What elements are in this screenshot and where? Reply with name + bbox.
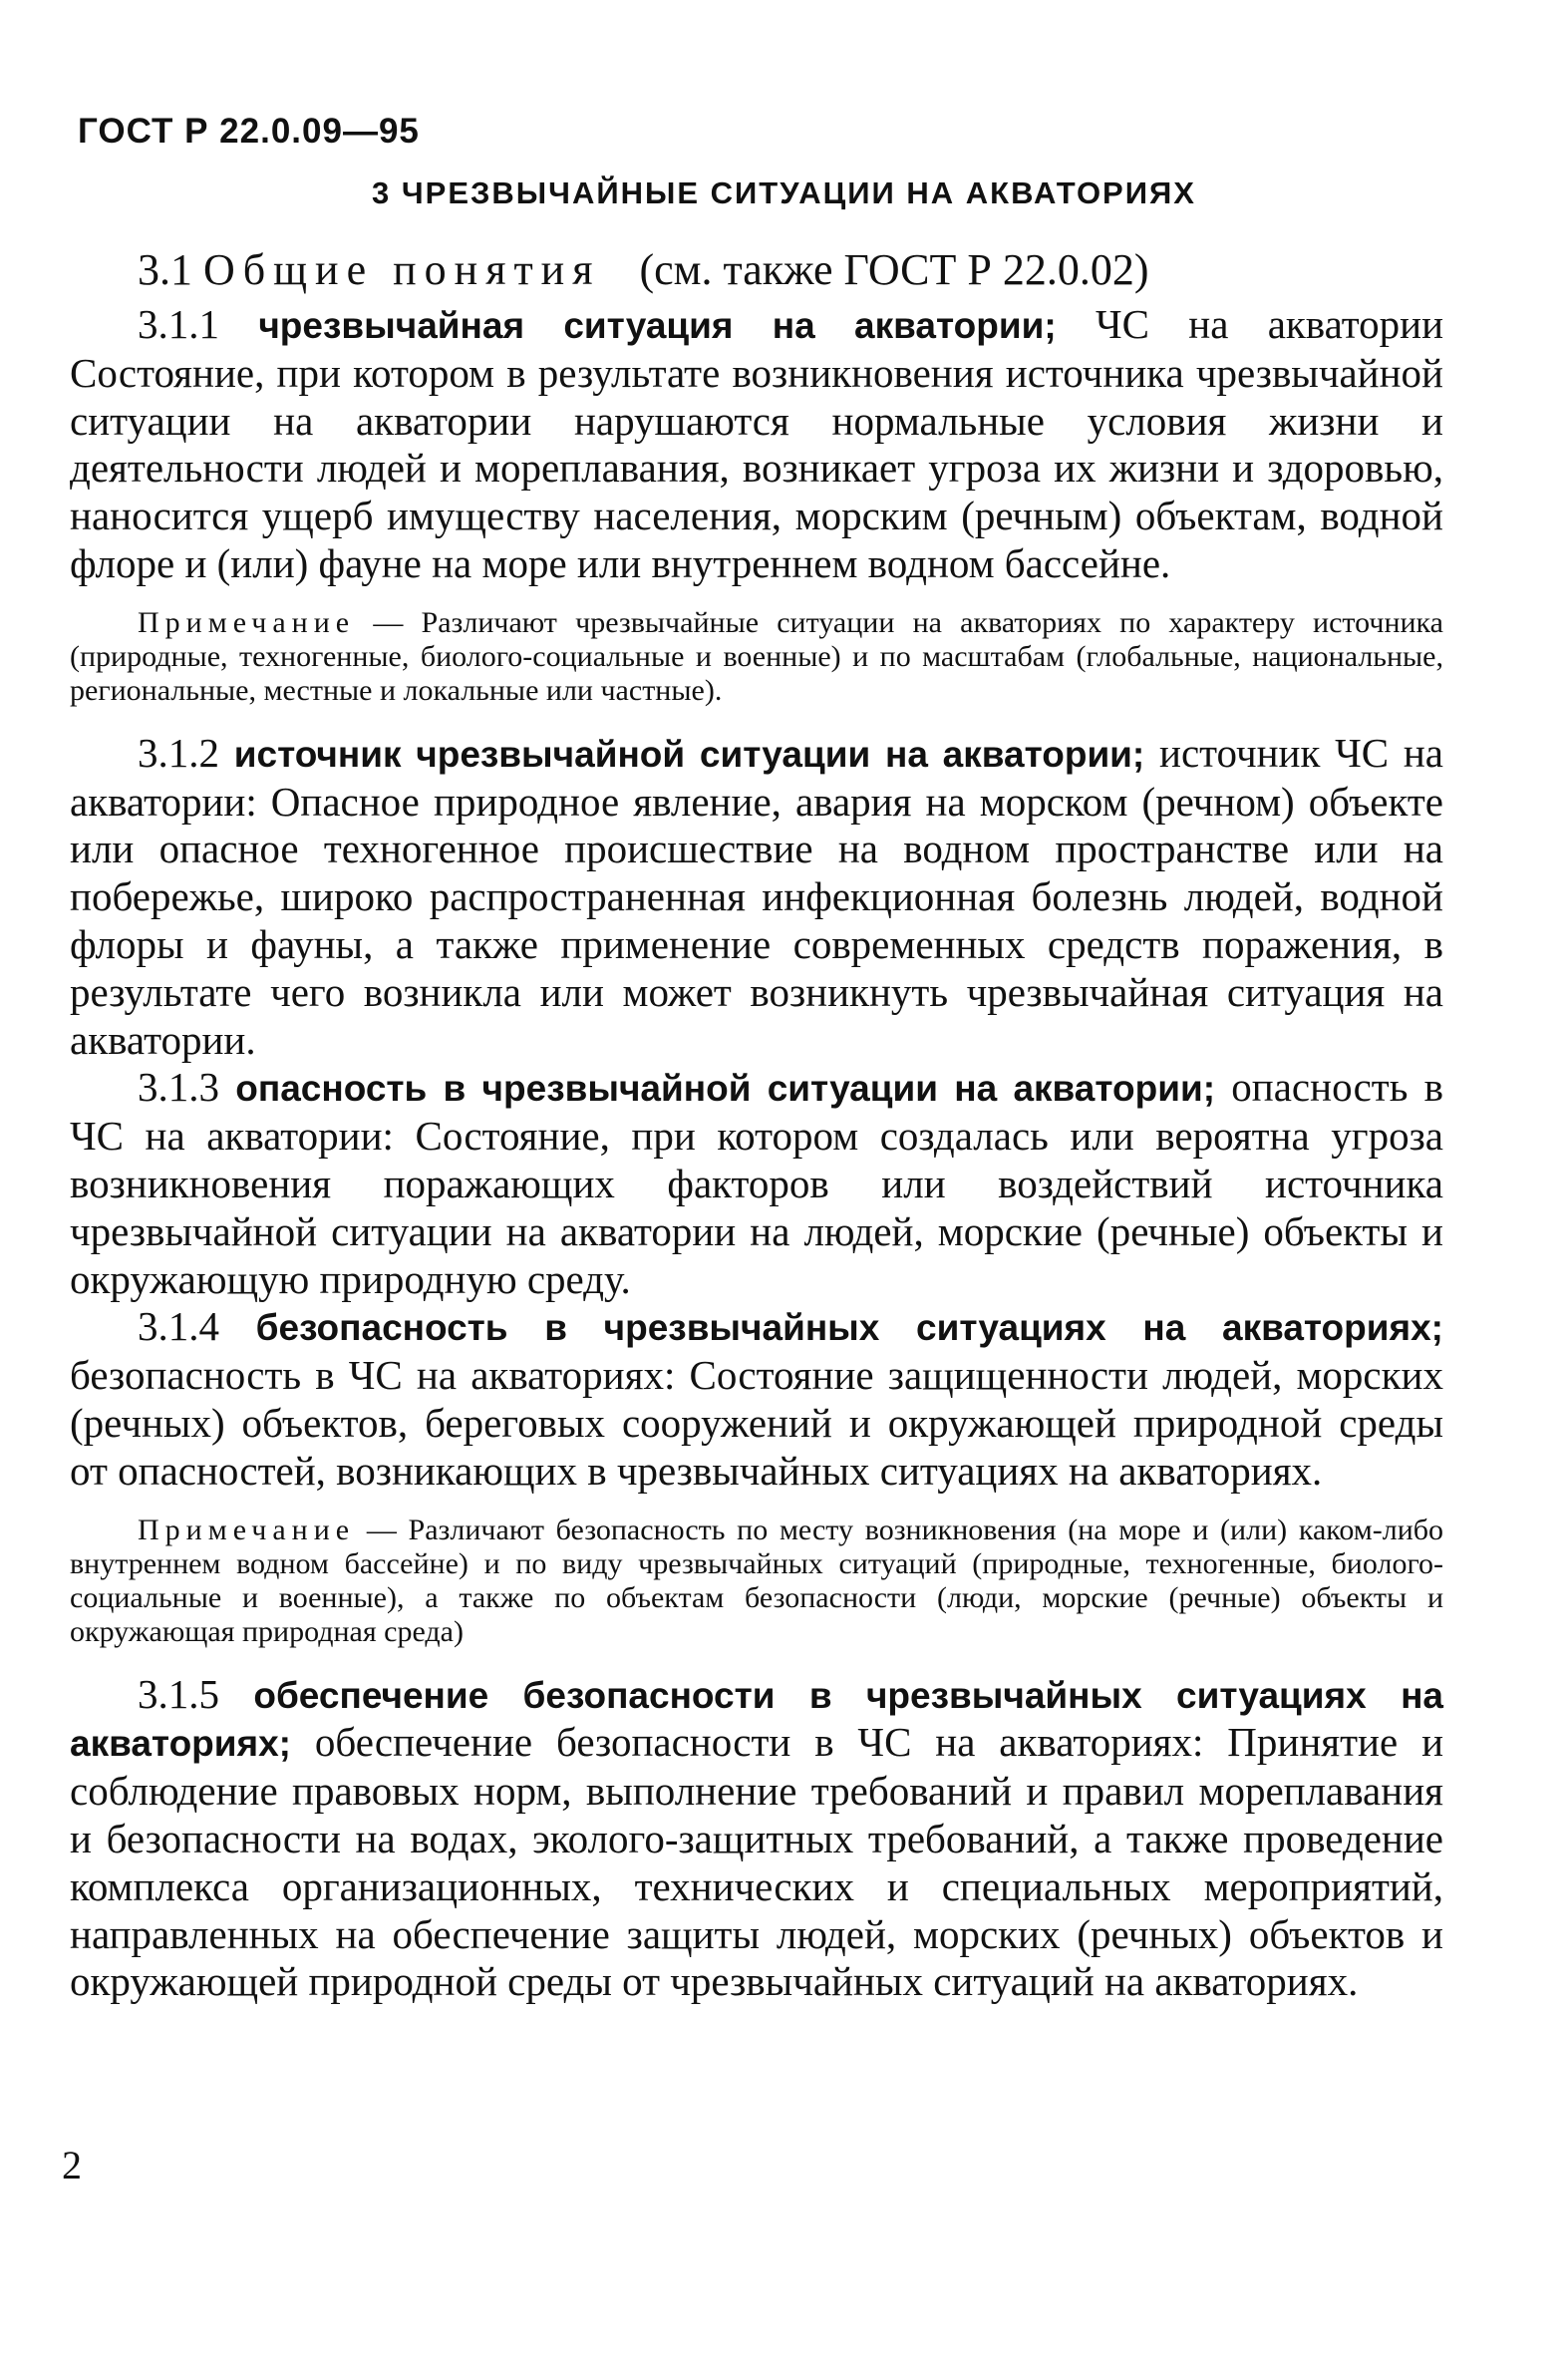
page-number: 2 xyxy=(62,2143,82,2188)
term-definition: источник ЧС на акватории: Опасное природное явление, авария на морском (речном) объекте или опасное техногенное происшествие на водном пространстве или на побережье, широко распространенная инфекционная болезнь людей, водной флоры и фауны, а также применение современных средств поражения, в результате чего возникла или может возникнуть чрезвычайная ситуация на акватории. xyxy=(70,729,1444,1063)
document-body xyxy=(70,245,1443,2006)
note-block xyxy=(70,606,1443,708)
section-title: 3 ЧРЕЗВЫЧАЙНЫЕ СИТУАЦИИ НА АКВАТОРИЯХ xyxy=(372,175,1196,210)
term-entry xyxy=(70,301,1443,588)
term-name: обеспечение безопасности в чрезвычайных ситуациях на акваториях; xyxy=(70,1674,1444,1765)
term-number: 3.1.4 xyxy=(138,1303,219,1350)
term-name: источник чрезвычайной ситуации на акватории; xyxy=(233,733,1145,775)
subsection-reference: (см. также ГОСТ Р 22.0.02) xyxy=(639,245,1149,294)
subsection-title: Общие понятия xyxy=(203,245,601,294)
term-entry xyxy=(70,1064,1443,1303)
document-code-header: ГОСТ Р 22.0.09—95 xyxy=(78,112,420,151)
subsection-number: 3.1 xyxy=(138,245,192,294)
term-number: 3.1.1 xyxy=(138,301,219,347)
term-number: 3.1.5 xyxy=(138,1670,219,1717)
term-definition: безопасность в ЧС на акваториях: Состояние защищенности людей, морских (речных) объектов, береговых сооружений и окружающей природной среды от опасностей, возникающих в чрезвычайных ситуациях на акваториях. xyxy=(70,1352,1443,1494)
term-number: 3.1.2 xyxy=(138,729,219,776)
term-name: чрезвычайная ситуация на акватории; xyxy=(258,305,1057,346)
term-entry xyxy=(70,1303,1443,1495)
term-definition: опасность в ЧС на акватории: Состояние, при котором создалась или вероятна угроза возникновения поражающих факторов или воздействий источника чрезвычайной ситуации на акватории на людей, морские (речные) объекты и окружающую природную среду. xyxy=(70,1064,1444,1302)
term-number: 3.1.3 xyxy=(138,1064,219,1111)
term-definition: ЧС на акватории Состояние, при котором в результате возникновения источника чрезвычайной ситуации на акватории нарушаются нормальные условия жизни и деятельности людей и мореплавания, возникает угроза их жизни и здоровью, наносится ущерб имуществу населения, морским (речным) объектам, водной флоре и (или) фауне на море или внутреннем водном бассейне. xyxy=(70,301,1444,586)
term-entry xyxy=(70,1671,1443,2007)
subsection-heading xyxy=(138,245,1443,295)
note-text: — Различают безопасность по месту возникновения (на море и (или) каком-либо внутреннем водном бассейне) и по виду чрезвычайных ситуаций (природные, техногенные, биолого-социальные и военные), а также по объектам безопасности (люди, морские (речные) объекты и окружающая природная среда) xyxy=(70,1513,1444,1648)
note-text: — Различают чрезвычайные ситуации на акваториях по характеру источника (природные, техногенные, биолого-социальные и военные) и по масштабам (глобальные, национальные, региональные, местные и локальные или частные). xyxy=(70,605,1443,707)
term-name: безопасность в чрезвычайных ситуациях на акваториях; xyxy=(255,1307,1443,1349)
note-block xyxy=(70,1514,1443,1649)
term-entry xyxy=(70,730,1443,1065)
note-label: Примечание xyxy=(138,1513,356,1546)
term-definition: обеспечение безопасности в ЧС на акваториях: Принятие и соблюдение правовых норм, выполнение требований и правил мореплавания и безопасности на водах, эколого-защитных требований, а также проведение комплекса организационных, технических и специальных мероприятий, направленных на обеспечение защиты людей, морских (речных) объектов и окружающей природной среды от чрезвычайных ситуаций на акваториях. xyxy=(70,1719,1444,2005)
term-name: опасность в чрезвычайной ситуации на акватории; xyxy=(235,1068,1216,1110)
note-label: Примечание xyxy=(138,605,356,639)
